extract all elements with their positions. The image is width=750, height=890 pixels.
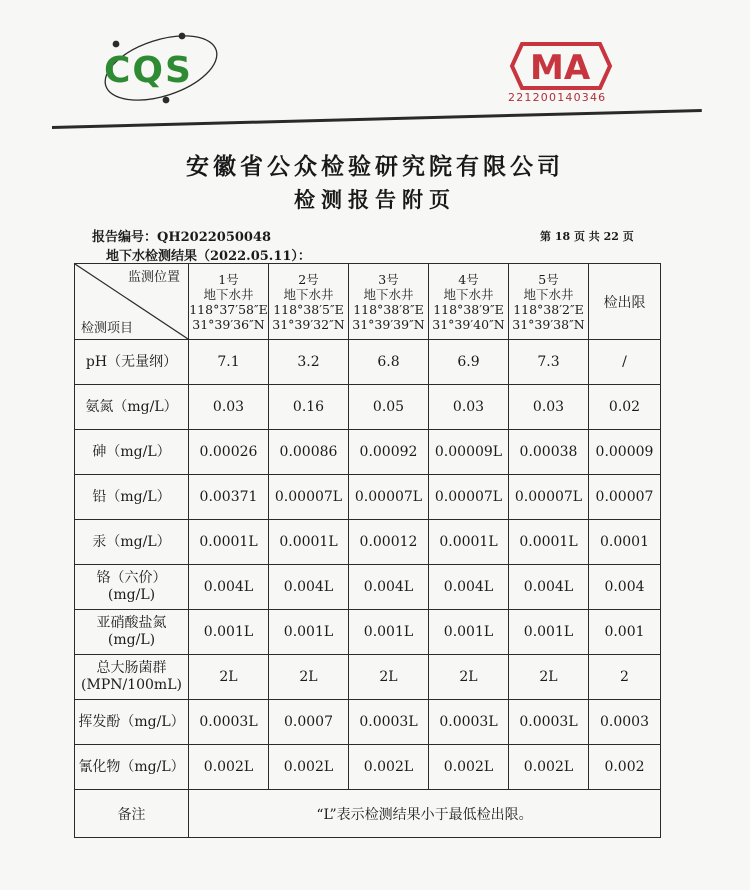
result-value: 0.0003L — [189, 700, 269, 745]
site-longitude: 118°38′2″E — [513, 301, 584, 317]
result-value: 0.004L — [269, 565, 349, 610]
item-name-cell — [75, 385, 189, 430]
item-name-line: 汞（mg/L） — [92, 533, 171, 550]
report-subtitle: 检测报告附页 — [294, 188, 456, 212]
result-value: 0.0003L — [349, 700, 429, 745]
result-value: 0.001L — [349, 610, 429, 655]
result-value: 0.002L — [269, 745, 349, 790]
site-latitude: 31°39′32″N — [272, 316, 345, 332]
item-name-cell — [75, 610, 189, 655]
result-value: 0.0003L — [509, 700, 589, 745]
result-value: 0.0003L — [429, 700, 509, 745]
item-name-line: (mg/L) — [107, 632, 156, 648]
corner-label-location: 监测位置 — [127, 270, 180, 285]
site-latitude: 31°39′39″N — [352, 316, 425, 332]
table-row — [75, 520, 661, 565]
header-divider — [52, 109, 702, 129]
item-name-cell — [75, 565, 189, 610]
result-value: 0.002L — [189, 745, 269, 790]
result-value: 2L — [189, 655, 269, 700]
result-value: 0.001L — [269, 610, 349, 655]
result-value: 0.002L — [429, 745, 509, 790]
result-value: 7.1 — [189, 340, 269, 385]
result-value: 0.0001L — [429, 520, 509, 565]
result-value: 2L — [509, 655, 589, 700]
result-value: 6.8 — [349, 340, 429, 385]
result-value: 0.0007 — [269, 700, 349, 745]
result-value: 0.00007L — [429, 475, 509, 520]
result-value: 0.00026 — [189, 430, 269, 475]
result-value: 0.004L — [429, 565, 509, 610]
result-value: 0.0001L — [189, 520, 269, 565]
site-type: 地下水井 — [523, 286, 574, 302]
site-header — [269, 264, 349, 340]
site-header — [189, 264, 269, 340]
limit-value: 2 — [589, 655, 661, 700]
item-name-line: 铬（六价）(mg/L) — [96, 570, 167, 603]
header-row — [75, 264, 661, 340]
table-row — [75, 385, 661, 430]
site-number: 4号 — [458, 271, 479, 287]
item-name-cell — [75, 475, 189, 520]
table-row — [75, 430, 661, 475]
site-number: 2号 — [298, 271, 319, 287]
cqs-logo — [96, 30, 226, 106]
limit-header: 检出限 — [589, 264, 661, 340]
item-name-cell — [75, 520, 189, 565]
result-value: 0.004L — [189, 565, 269, 610]
table-row — [75, 475, 661, 520]
limit-value: 0.00009 — [589, 430, 661, 475]
item-name-cell — [75, 430, 189, 475]
result-value: 0.00371 — [189, 475, 269, 520]
item-name-line: 总大肠菌群 — [96, 660, 167, 676]
limit-value: 0.001 — [589, 610, 661, 655]
limit-value: / — [589, 340, 661, 385]
item-name-line: 铅（mg/L） — [92, 488, 171, 505]
result-value: 7.3 — [509, 340, 589, 385]
report-number: 报告编号：QH2022050048 — [92, 230, 272, 245]
site-longitude: 118°38′9″E — [433, 301, 504, 317]
site-header — [429, 264, 509, 340]
result-value: 0.03 — [509, 385, 589, 430]
result-value: 0.03 — [189, 385, 269, 430]
result-value: 0.001L — [429, 610, 509, 655]
result-value: 0.002L — [509, 745, 589, 790]
results-table — [74, 263, 661, 838]
result-value: 0.0001L — [269, 520, 349, 565]
remark-row — [75, 790, 661, 838]
limit-value: 0.0001 — [589, 520, 661, 565]
result-value: 0.00038 — [509, 430, 589, 475]
result-value: 0.002L — [349, 745, 429, 790]
table-row — [75, 700, 661, 745]
result-value: 0.00012 — [349, 520, 429, 565]
limit-value: 0.004 — [589, 565, 661, 610]
ma-certificate-number: 221200140346 — [508, 91, 607, 104]
table-row — [75, 340, 661, 385]
result-value: 2L — [269, 655, 349, 700]
site-latitude: 31°39′36″N — [192, 316, 265, 332]
result-value: 0.00007L — [269, 475, 349, 520]
item-name-line: 砷（mg/L） — [92, 443, 171, 460]
item-name-line: pH（无量纲） — [85, 353, 178, 370]
result-value: 0.00086 — [269, 430, 349, 475]
result-value: 0.00092 — [349, 430, 429, 475]
svg-text:CQS: CQS — [104, 50, 193, 91]
result-value: 0.00007L — [349, 475, 429, 520]
site-number: 5号 — [538, 271, 559, 287]
result-value: 0.0001L — [509, 520, 589, 565]
result-value: 0.001L — [189, 610, 269, 655]
result-value: 6.9 — [429, 340, 509, 385]
result-value: 0.03 — [429, 385, 509, 430]
limit-value: 0.002 — [589, 745, 661, 790]
item-name-line: 亚硝酸盐氮 — [96, 615, 167, 631]
site-type: 地下水井 — [283, 286, 334, 302]
item-name-cell — [75, 655, 189, 700]
corner-cell — [75, 264, 189, 340]
site-number: 1号 — [218, 271, 239, 287]
item-name-cell — [75, 340, 189, 385]
item-name-line: 氰化物（mg/L） — [78, 758, 185, 775]
item-name-line: 挥发酚（mg/L） — [78, 713, 185, 730]
result-value: 0.004L — [509, 565, 589, 610]
site-longitude: 118°37′58″E — [189, 301, 268, 317]
table-caption: 地下水检测结果（2022.05.11）： — [106, 249, 311, 264]
item-name-line: (MPN/100mL) — [81, 677, 182, 693]
site-number: 3号 — [378, 271, 399, 287]
remark-text: “L”表示检测结果小于最低检出限。 — [189, 790, 661, 838]
table-row — [75, 745, 661, 790]
table-row — [75, 610, 661, 655]
site-latitude: 31°39′40″N — [432, 316, 505, 332]
result-value: 0.05 — [349, 385, 429, 430]
limit-value: 0.02 — [589, 385, 661, 430]
remark-label: 备注 — [75, 790, 189, 838]
result-value: 0.00009L — [429, 430, 509, 475]
item-name-line: 氨氮（mg/L） — [85, 398, 178, 415]
site-header — [509, 264, 589, 340]
result-value: 2L — [349, 655, 429, 700]
result-value: 0.00007L — [509, 475, 589, 520]
corner-label-item: 检测项目 — [81, 321, 134, 336]
result-value: 0.001L — [509, 610, 589, 655]
item-name-cell — [75, 700, 189, 745]
table-row — [75, 655, 661, 700]
site-longitude: 118°38′8″E — [353, 301, 424, 317]
site-longitude: 118°38′5″E — [273, 301, 344, 317]
limit-value: 0.0003 — [589, 700, 661, 745]
table-row — [75, 565, 661, 610]
ma-logo — [508, 40, 614, 92]
limit-value: 0.00007 — [589, 475, 661, 520]
company-title: 安徽省公众检验研究院有限公司 — [186, 154, 564, 180]
result-value: 0.16 — [269, 385, 349, 430]
result-value: 3.2 — [269, 340, 349, 385]
site-header — [349, 264, 429, 340]
site-type: 地下水井 — [443, 286, 494, 302]
page-indicator: 第 18 页 共 22 页 — [540, 230, 634, 243]
site-latitude: 31°39′38″N — [512, 316, 585, 332]
result-value: 0.004L — [349, 565, 429, 610]
svg-text:MA: MA — [530, 48, 591, 88]
site-type: 地下水井 — [203, 286, 254, 302]
site-type: 地下水井 — [363, 286, 414, 302]
result-value: 2L — [429, 655, 509, 700]
item-name-cell — [75, 745, 189, 790]
